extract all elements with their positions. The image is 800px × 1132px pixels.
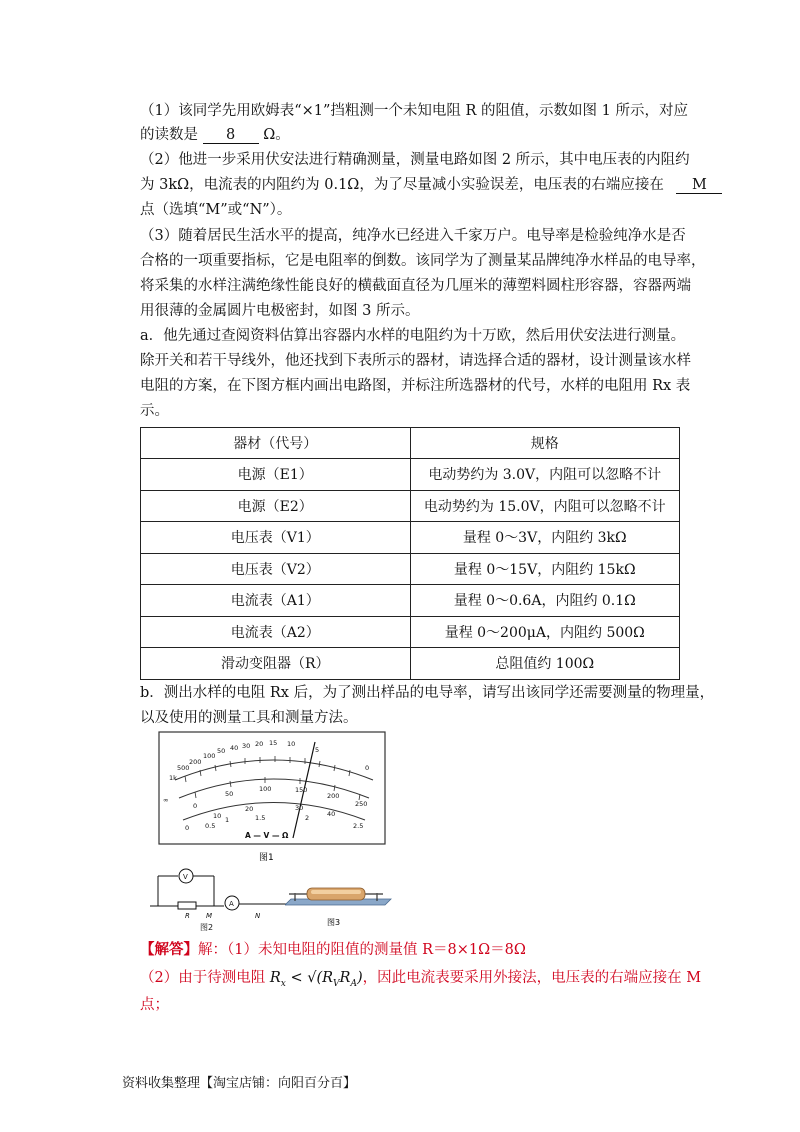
dc-tick-label: 100 (259, 785, 272, 793)
part-a-line-1: a．他先通过查阅资料估算出容器内水样的电阻约为十万欧，然后用伏安法进行测量。 (140, 328, 686, 344)
table-row (141, 459, 680, 491)
volt-tick-label: 2.5 (353, 822, 364, 830)
figure-3-caption: 图3 (327, 918, 341, 927)
table-header-equipment: 器材（代号） (141, 428, 411, 459)
answer-text-2-post: ，因此电流表要采用外接法，电压表的右端应接在 M (362, 970, 702, 986)
table-cell: 电压表（V2） (141, 553, 411, 585)
q1-prefix: 的读数是 (140, 127, 198, 143)
table-cell: 量程 0～0.6A，内阻约 0.1Ω (410, 585, 680, 617)
q3-line-1: （3）随着居民生活水平的提高，纯净水已经进入千家万户。电导率是检验纯净水是否 (140, 228, 686, 244)
ohm-tick-label: 0 (365, 764, 370, 772)
resistor-label: R (185, 912, 190, 920)
ohm-tick-label: ∞ (163, 796, 169, 804)
table-cell: 电源（E2） (141, 490, 411, 522)
table-cell: 电流表（A2） (141, 616, 411, 648)
answer-line-3: 点； (140, 997, 169, 1013)
part-a-line-4: 示。 (140, 403, 169, 419)
table-row (141, 522, 680, 554)
dc-mid-tick-label: 20 (245, 805, 254, 813)
q2-line-1: （2）他进一步采用伏安法进行精确测量，测量电路如图 2 所示，其中电压表的内阻约 (140, 152, 690, 168)
volt-tick-label: 1.5 (255, 814, 266, 822)
ohm-tick-label: 200 (189, 758, 202, 766)
dc-tick-label: 250 (355, 800, 368, 808)
meter-frame (159, 732, 385, 844)
dc-tick-label: 150 (295, 786, 308, 794)
volt-tick-label: 0.5 (205, 822, 216, 830)
table-header-row (141, 428, 680, 459)
table-cell: 电动势约为 3.0V，内阻可以忽略不计 (410, 459, 680, 491)
answer-tag: 【解答】 (140, 941, 198, 958)
meter-mode-label: A — V — Ω (245, 831, 289, 840)
q1-answer: 8 (203, 127, 259, 144)
table-row (141, 616, 680, 648)
ohm-tick-label: 500 (177, 764, 190, 772)
dc-tick-label: 50 (225, 790, 234, 798)
dc-mid-tick-label: 30 (295, 804, 304, 812)
figure-1-caption: 图1 (259, 853, 274, 863)
table-cell: 电流表（A1） (141, 585, 411, 617)
table-row (141, 553, 680, 585)
dc-mid-tick-label: 40 (327, 810, 336, 818)
dc-tick-label: 200 (327, 792, 340, 800)
volt-tick-label: 2 (305, 814, 310, 822)
q3-line-4: 用很薄的金属圆片电极密封，如图 3 所示。 (140, 303, 420, 319)
table-cell: 量程 0～15V，内阻约 15kΩ (410, 553, 680, 585)
dc-tick-label: 0 (193, 802, 198, 810)
answer-inequality: $R_x < √(R_VR_A)$ (269, 970, 363, 989)
ohm-tick-label: 100 (203, 752, 216, 760)
volt-tick-label: 1 (225, 816, 230, 824)
dc-mid-tick-label: 10 (213, 812, 222, 820)
figure-2-circuit (150, 866, 290, 934)
part-a-line-2: 除开关和若干导线外，他还找到下表所示的器材，请选择合适的器材，设计测量该水样 (140, 353, 691, 369)
ohm-tick-label: 40 (230, 744, 239, 752)
table-cell: 总阻值约 100Ω (410, 648, 680, 680)
table-row (141, 648, 680, 680)
table-row (141, 585, 680, 617)
table-header-spec: 规格 (410, 428, 680, 459)
table-cell: 电动势约为 15.0V，内阻可以忽略不计 (410, 490, 680, 522)
voltmeter-label: V (183, 873, 188, 881)
q2-answer: M (676, 177, 722, 194)
q2-line-3: 点（选填“M”或“N”）。 (140, 202, 292, 218)
ohm-tick-label: 5 (315, 746, 320, 754)
circuit-wires (150, 869, 290, 910)
ohm-tick-label: 15 (269, 739, 278, 747)
volt-tick-label: 0 (185, 824, 190, 832)
figure-3-container (285, 885, 395, 931)
q3-line-3: 将采集的水样注满绝缘性能良好的横截面直径为几厘米的薄塑料圆柱形容器，容器两端 (140, 278, 691, 294)
table-cell: 电源（E1） (141, 459, 411, 491)
ammeter-label: A (229, 900, 234, 908)
q2-prefix: 为 3kΩ，电流表的内阻约为 0.1Ω，为了尽量减小实验误差，电压表的右端应接在 (140, 177, 664, 193)
answer-line-2 (140, 968, 701, 994)
figure-1-multimeter (155, 730, 390, 865)
q3-line-2: 合格的一项重要指标，它是电阻率的倒数。该同学为了测量某品牌纯净水样品的电导率， (140, 253, 706, 269)
cylinder-highlight (311, 890, 361, 894)
ohm-tick-label: 1k (169, 774, 177, 782)
ohm-tick-label: 10 (287, 740, 296, 748)
table-cell: 量程 0～3V，内阻约 3kΩ (410, 522, 680, 554)
q1-suffix: Ω。 (263, 127, 290, 143)
figure-2-caption: 图2 (200, 923, 214, 932)
q2-line-2 (140, 175, 722, 195)
node-n-label: N (255, 912, 261, 920)
q1-line-2 (140, 125, 290, 145)
ohm-tick-label: 50 (217, 747, 226, 755)
table-cell: 量程 0～200μA，内阻约 500Ω (410, 616, 680, 648)
node-m-label: M (206, 912, 213, 920)
q1-line-1: （1）该同学先用欧姆表“×1”挡粗测一个未知电阻 R 的阻值，示数如图 1 所示，对应 (140, 103, 689, 119)
ohm-tick-label: 30 (242, 742, 251, 750)
part-b-line-2: 以及使用的测量工具和测量方法。 (140, 710, 358, 726)
answer-line-1 (140, 940, 526, 960)
equipment-table (140, 427, 680, 680)
answer-text-1: 解：（1）未知电阻的阻值的测量值 R＝8×1Ω＝8Ω (198, 942, 526, 958)
table-cell: 滑动变阻器（R） (141, 648, 411, 680)
part-b-line-1: b．测出水样的电阻 Rx 后，为了测出样品的电导率，请写出该同学还需要测量的物理量， (140, 685, 715, 701)
table-row (141, 490, 680, 522)
footer-text: 资料收集整理【淘宝店铺：向阳百分百】 (122, 1076, 357, 1091)
answer-text-2-pre: （2）由于待测电阻 (140, 970, 266, 986)
part-a-line-3: 电阻的方案，在下图方框内画出电路图，并标注所选器材的代号，水样的电阻用 Rx 表 (140, 378, 691, 394)
ohm-tick-label: 20 (255, 740, 264, 748)
table-cell: 电压表（V1） (141, 522, 411, 554)
